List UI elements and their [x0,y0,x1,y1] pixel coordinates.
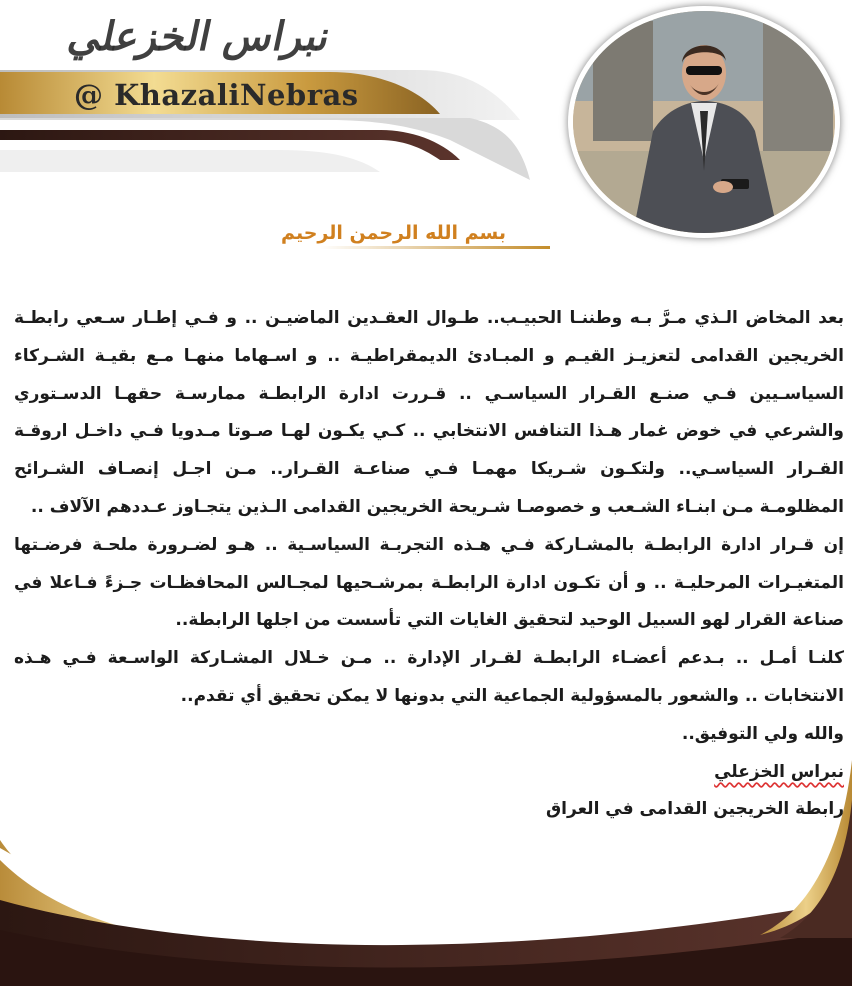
basmala-heading: بسم الله الرحمن الرحيم [281,222,506,244]
signature-name: نبراس الخزعلي [714,761,844,782]
closing-line: والله ولي التوفيق.. [681,723,844,744]
signature-logo-text: نبراس الخزعلي [64,12,335,60]
paragraph-1: بعد المخاض الـذي مـرَّ بـه وطننـا الحبيـب.. طـوال العقـدين الماضيـن .. و فـي إطـار سـعي رابطـة الخريجين القدامى لتعزيـز القيـم و المبـادئ الديمقراطيـة .. و اسـهاما منهـا مـع بقيـة الشـركاء السياسـيين فـي صنـع القـرار السياسـي .. قـررت ادارة الرابطـة ممارسـة حقهـا الدسـتوري والشرعي في خوض غمار هـذا التنافس الانتخابي .. كـي يكـون لهـا صـوتا مـدويا فـي داخـل اروقـة القـرار السياسـي.. ولتكـون شـريكا مهمـا فـي صناعـة القـرار.. مـن اجـل إنصـاف الشـرائح المظلومـة مـن ابنـاء الشـعب و خصوصـا شـريحة الخريجين القدامى الـذين يتجـاوز عـددهم الآلاف .. [14,308,844,517]
profile-photo-illustration [573,11,835,233]
signature-name-line [14,754,844,792]
paragraph-3: كلنـا أمـل .. بـدعم أعضـاء الرابطـة لقـرار الإدارة .. مـن خـلال المشـاركة الواسـعة فـي هـذه الانتخابات .. والشعور بالمسؤولية الجماعية التي بدونها لا يمكن تحقيق أي تقدم.. [14,648,844,706]
social-handle: @ KhazaliNebras [74,78,359,112]
signature-logo [56,6,356,66]
letter-body [14,300,844,829]
basmala-underline [320,246,550,249]
header-under-band [0,150,380,172]
profile-photo [568,6,840,238]
paragraph-2: إن قـرار ادارة الرابطـة بالمشـاركة فـي هـذه التجربـة السياسـية .. هـو لضـرورة ملحـة فرضـتها المتغيـرات المرحليـة .. و أن تكـون ادارة الرابطـة بمرشـحيها لمجـالس المحافظـات جـزءً فـاعلا في صناعة القرار لهو السبيل الوحيد لتحقيق الغايات التي تأسست من اجلها الرابطة.. [14,534,844,631]
signature-organization: رابطة الخريجين القدامى في العراق [545,799,844,820]
